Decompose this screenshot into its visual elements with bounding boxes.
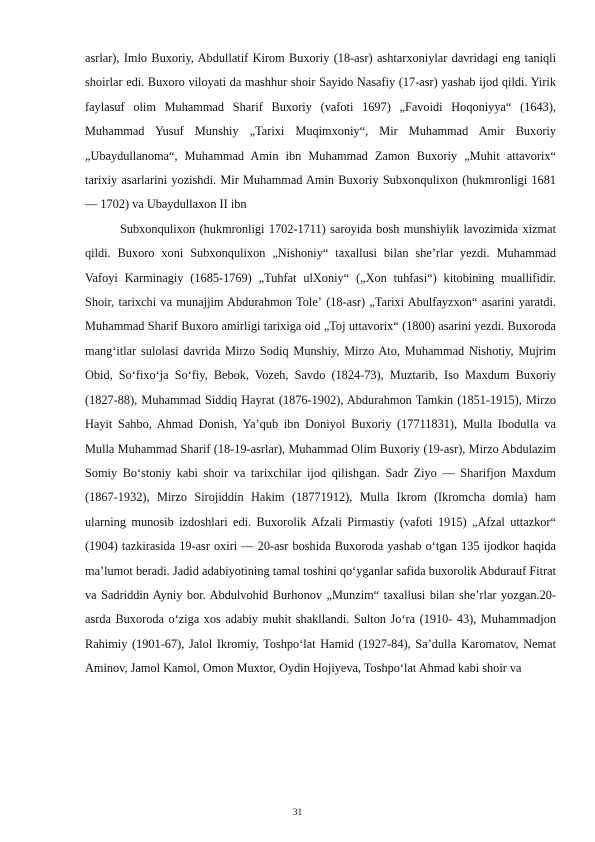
- paragraph-2: Subxonqulixon (hukmronligi 1702-1711) saroyida bosh munshiylik lavozimida xizmat qildi. Buxoro xoni Subxonqulixon „Nishoniy“ taxallusi bilan sheʼrlar yezdi. Muhammad Vafoyi Karminagiy (1685-1769) „Tuhfat ulXoniy“ („Xon tuhfasi“) kitobining muallifidir. Shoir, tarixchi va munajjim Abdurahmon Toleʼ (18-asr) „Tarixi Abulfayzxon“ asarini yaratdi. Muhammad Sharif Buxoro amirligi tarixiga oid „Toj uttavorix“ (1800) asarini yezdi. Buxoroda mangʻitlar sulolasi davrida Mirzo Sodiq Munshiy, Mirzo Ato, Muhammad Nishotiy, Mujrim Obid, Soʻfixoʻja Soʻfiy, Bebok, Vozeh, Savdo (1824-73), Muztarib, Iso Maxdum Buxoriy (1827-88), Muhammad Siddiq Hayrat (1876-1902), Abdurahmon Tamkin (1851-1915), Mirzo Hayit Sahbo, Ahmad Donish, Yaʼqub ibn Doniyol Buxoriy (17711831), Mulla Ibodulla va Mulla Muhammad Sharif (18-19-asrlar), Muhammad Olim Buxoriy (19-asr), Mirzo Abdulazim Somiy Boʻstoniy kabi shoir va tarixchilar ijod qilishgan. Sadr Ziyo — Sharifjon Maxdum (1867-1932), Mirzo Sirojiddin Hakim (18771912), Mulla Ikrom (Ikromcha domla) ham ularning munosib izdoshlari edi. Buxorolik Afzali Pirmastiy (vafoti 1915) „Afzal uttazkor“ (1904) tazkirasida 19-asr oxiri — 20-asr boshida Buxoroda yashab oʻtgan 135 ijodkor haqida maʼlumot beradi. Jadid adabiyotining tamal toshini qoʻyganlar safida buxorolik Abdurauf Fitrat va Sadriddin Ayniy bor. Abdulvohid Burhonov „Munzim“ taxallusi bilan sheʼrlar yozgan.20-asrda Buxoroda oʻziga xos adabiy muhit shakllandi. Sulton Joʻra (1910- 43), Muhammadjon Rahimiy (1901-67), Jalol Ikromiy, Toshpoʻlat Hamid (1927-84), Saʼdulla Karomatov, Nemat Aminov, Jamol Kamol, Omon Muxtor, Oydin Hojiyeva, Toshpoʻlat Ahmad kabi shoir va: [85, 221, 556, 676]
- paragraph-1: asrlar), Imlo Buxoriy, Abdullatif Kirom Buxoriy (18-asr) ashtarxoniylar davridagi eng taniqli shoirlar edi. Buxoro viloyati da mashhur shoir Sayido Nasafiy (17-asr) yashab ijod qildi. Yirik faylasuf olim Muhammad Sharif Buxoriy (vafoti 1697) „Favoidi Hoqoniyya“ (1643), Muhammad Yusuf Munshiy „Tarixi Muqimxoniy“, Mir Muhammad Amir Buxoriy „Ubaydullanoma“, Muhammad Amin ibn Muhammad Zamon Buxoriy „Muhit attavorix“ tarixiy asarlarini yozishdi. Mir Muhammad Amin Buxoriy Subxonqulixon (hukmronligi 1681 — 1702) va Ubaydullaxon II ibn: [85, 51, 556, 212]
- body-text: [85, 46, 556, 681]
- page-number: 31: [292, 808, 303, 818]
